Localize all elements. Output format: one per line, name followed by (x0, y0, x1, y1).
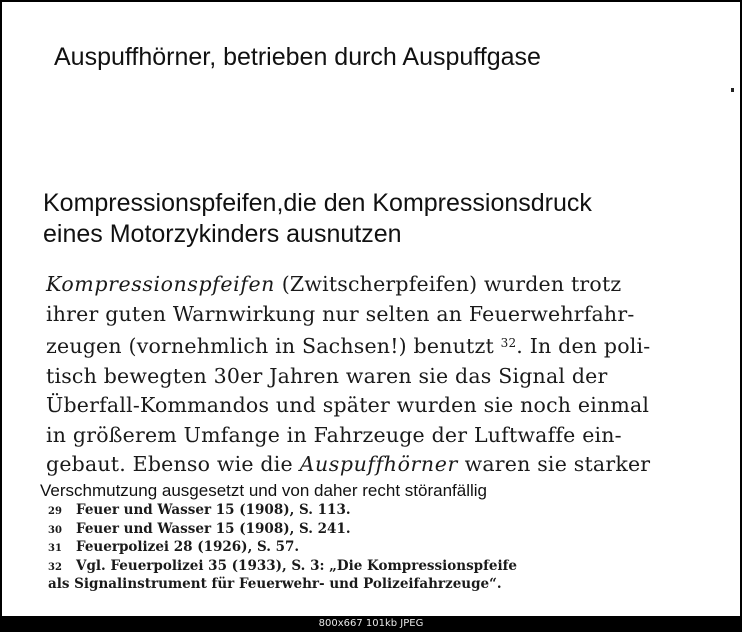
scan-text: zeugen (vornehmlich in Sachsen!) benutzt (46, 334, 501, 358)
footnotes (48, 502, 688, 593)
scan-line (46, 270, 686, 300)
heading-exhaust-horns: Auspuffhörner, betrieben durch Auspuffgase (54, 43, 541, 71)
footnote (48, 558, 688, 577)
footnote-ref: 32 (500, 336, 517, 350)
heading-compression-whistles (43, 188, 703, 250)
footnote (48, 521, 688, 540)
footnote-text: Feuer und Wasser 15 (1908), S. 113. (76, 502, 351, 518)
italic-term: Kompressionspfeifen (46, 272, 275, 296)
scanned-paragraph (46, 270, 686, 480)
scan-line: Überfall-Kommandos und später wurden sie noch einmal (46, 393, 650, 417)
footnote-number: 29 (48, 506, 62, 517)
footnote (48, 539, 688, 558)
italic-term: Auspuffhörner (299, 452, 458, 476)
scan-line (46, 329, 686, 362)
footnote-text: Feuer und Wasser 15 (1908), S. 241. (76, 520, 351, 537)
scan-speck (731, 88, 734, 92)
footnote-number: 32 (48, 561, 62, 573)
scan-text: gebaut. Ebenso wie die (46, 452, 300, 476)
scan-text: . In den poli- (516, 334, 651, 358)
footnote-text: Vgl. Feuerpolizei 35 (1933), S. 3: „Die Kompressionspfeife (76, 557, 518, 574)
footnote-number: 30 (48, 524, 62, 536)
scan-line (46, 450, 686, 480)
footnote-text: Feuerpolizei 28 (1926), S. 57. (76, 539, 300, 556)
heading-line-2: eines Motorzykinders ausnutzen (43, 220, 402, 248)
scan-text: waren sie starker (457, 452, 651, 476)
heading-line-1: Kompressionspfeifen,die den Kompressionsdruck (43, 189, 592, 217)
footnote-number: 31 (48, 543, 62, 555)
scan-line: tisch bewegten 30er Jahren waren sie das Signal der (46, 363, 608, 388)
image-canvas (2, 2, 740, 616)
footnote (48, 502, 688, 521)
footnote-continuation: als Signalinstrument für Feuerwehr- und Polizeifahrzeuge“. (48, 576, 502, 593)
scan-text: (Zwitscherpfeifen) wurden trotz (274, 272, 622, 296)
scan-line: ihrer guten Warnwirkung nur selten an Feuerwehrfahr- (46, 301, 635, 326)
scan-line: in größerem Umfange in Fahrzeuge der Luftwaffe ein- (46, 422, 622, 447)
overlay-caption: Verschmutzung ausgesetzt und von daher recht störanfällig (40, 480, 491, 502)
image-info-bar: 800x667 101kb JPEG (0, 616, 742, 632)
